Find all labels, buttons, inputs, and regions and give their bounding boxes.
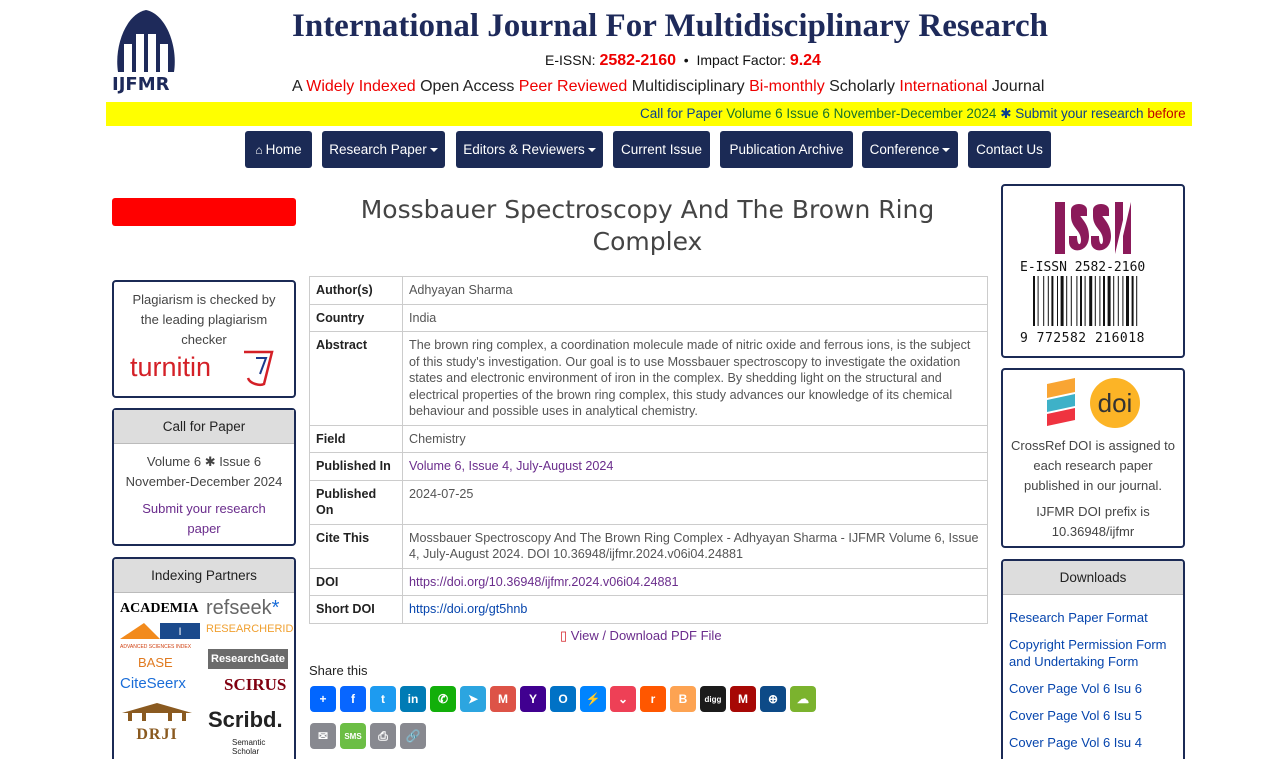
call-period: November-December 2024	[125, 474, 283, 489]
tagline-segment: Widely Indexed	[306, 78, 416, 95]
barcode-bar	[1126, 276, 1129, 326]
turnitin-mark-icon	[234, 348, 282, 388]
barcode-icon	[1033, 276, 1167, 326]
base-logo[interactable]: BASE	[138, 655, 173, 670]
download-pdf-link[interactable]	[560, 628, 722, 644]
email-icon[interactable]: ✉	[310, 723, 336, 749]
metadata-value: Mossbauer Spectroscopy And The Brown Ring Complex - Adhyayan Sharma - IJFMR Volume 6, Issue 4, July-August 2024. DOI 10.36948/ijfmr.2024.v06i04.24881	[403, 524, 988, 568]
mendeley-icon[interactable]: M	[730, 686, 756, 712]
announcement-marquee[interactable]	[106, 102, 1192, 126]
barcode-number: 9 772582 216018	[1020, 331, 1145, 346]
asi-mountain-icon	[120, 621, 202, 639]
print-icon[interactable]: ⎙	[370, 723, 396, 749]
downloads-heading: Downloads	[1003, 561, 1183, 595]
metadata-key: Author(s)	[310, 277, 403, 305]
barcode-bar	[1132, 276, 1134, 326]
barcode-bar	[1108, 276, 1111, 326]
semantic-scholar-logo[interactable]: Semantic Scholar	[232, 738, 266, 756]
barcode-bar	[1103, 276, 1105, 326]
site-title[interactable]: International Journal For Multidisciplinary Research	[292, 8, 1048, 44]
citeseerx-logo[interactable]: CiteSeerx	[120, 675, 186, 692]
separator-dot: •	[683, 52, 689, 68]
turnitin-logo[interactable]: turnitin	[130, 352, 212, 382]
metadata-row	[310, 332, 988, 426]
metadata-key: Published In	[310, 453, 403, 481]
whatsapp-icon[interactable]: ✆	[430, 686, 456, 712]
asi-text: ADVANCED SCIENCES INDEX	[120, 644, 192, 650]
tagline-segment: Open Access	[415, 78, 519, 95]
article-metadata-table	[309, 276, 988, 624]
nav-archive-label: Publication Archive	[729, 142, 844, 157]
call-for-paper-card	[112, 408, 296, 546]
barcode-bar	[1095, 276, 1096, 326]
drji-text: DRJI	[136, 726, 178, 743]
tagline-segment: Peer Reviewed	[518, 78, 628, 95]
download-link[interactable]: Research Paper Format	[1009, 610, 1148, 625]
barcode-bar	[1066, 276, 1067, 326]
blogger-icon[interactable]: B	[670, 686, 696, 712]
nav-current-issue[interactable]	[613, 131, 710, 168]
nav-research-paper-label: Research Paper	[329, 142, 427, 157]
tagline-segment: International	[899, 78, 988, 95]
barcode-bar	[1038, 276, 1039, 326]
download-link[interactable]: Copyright Permission Form and Undertaking Form	[1009, 637, 1167, 669]
nav-conference[interactable]	[862, 131, 958, 168]
drji-logo[interactable]	[122, 703, 192, 743]
barcode-bar	[1043, 276, 1044, 326]
reddit-icon[interactable]: r	[640, 686, 666, 712]
barcode-bar	[1136, 276, 1137, 326]
metadata-value	[403, 568, 988, 596]
home-icon: ⌂	[255, 142, 263, 157]
downloads-list	[1003, 595, 1183, 751]
barcode-bar	[1099, 276, 1100, 326]
nav-publication-archive[interactable]	[720, 131, 853, 168]
eissn-barcode-text: E-ISSN 2582-2160	[1020, 260, 1146, 275]
caret-down-icon	[942, 148, 950, 152]
barcode-bar	[1051, 276, 1053, 326]
facebook-icon[interactable]: f	[340, 686, 366, 712]
scirus-logo[interactable]: SCIRUS	[224, 675, 287, 694]
nav-conference-label: Conference	[869, 142, 940, 157]
download-link[interactable]: Cover Page Vol 6 Isu 5	[1009, 708, 1142, 723]
digg-icon[interactable]: digg	[700, 686, 726, 712]
messenger-icon[interactable]: ⚡	[580, 686, 606, 712]
outlook-icon[interactable]: O	[550, 686, 576, 712]
marquee-call: Call for Paper	[640, 106, 727, 121]
plagiarism-card	[112, 280, 296, 398]
barcode-bar	[1085, 276, 1086, 326]
barcode-bar	[1057, 276, 1058, 326]
metadata-row	[310, 480, 988, 524]
call-for-paper-heading: Call for Paper	[114, 410, 294, 444]
metadata-value: 2024-07-25	[403, 480, 988, 524]
twitter-icon[interactable]: t	[370, 686, 396, 712]
barcode-bar	[1033, 276, 1035, 326]
download-pdf-label: View / Download PDF File	[570, 628, 722, 643]
tagline-segment: Multidisciplinary	[627, 78, 750, 95]
marquee-before: before	[1147, 106, 1186, 121]
nav-editors-label: Editors & Reviewers	[463, 142, 585, 157]
caret-down-icon	[430, 148, 438, 152]
metadata-key: Field	[310, 425, 403, 453]
article-title: Mossbauer Spectroscopy And The Brown Ring Complex	[360, 195, 935, 256]
share-label: Share this	[309, 663, 368, 678]
refseek-logo[interactable]: refseek*	[206, 597, 280, 619]
tagline-segment: Scholarly	[824, 78, 900, 95]
metadata-key: Short DOI	[310, 596, 403, 624]
metadata-value	[403, 596, 988, 624]
refseek-text: refseek	[206, 597, 272, 619]
gmail-icon[interactable]: M	[490, 686, 516, 712]
doi-prefix-text: IJFMR DOI prefix is 10.36948/ijfmr	[1036, 504, 1150, 539]
wechat-icon[interactable]: ☁	[790, 686, 816, 712]
metadata-row	[310, 596, 988, 624]
metadata-value: Chemistry	[403, 425, 988, 453]
tagline-segment: Bi-monthly	[749, 78, 825, 95]
metadata-row	[310, 524, 988, 568]
metadata-value: India	[403, 304, 988, 332]
metadata-row	[310, 425, 988, 453]
barcode-bar	[1080, 276, 1082, 326]
metadata-key: Country	[310, 304, 403, 332]
barcode-bar	[1118, 276, 1119, 326]
downloads-card	[1001, 559, 1185, 759]
metadata-row	[310, 568, 988, 596]
tagline-segment: Journal	[987, 78, 1045, 95]
nav-home-label: Home	[265, 142, 302, 157]
issn-card	[1001, 184, 1185, 358]
drji-building-icon	[122, 703, 192, 721]
svg-text:I: I	[178, 626, 182, 638]
marquee-volume: Volume 6 Issue 6 November-December 2024	[726, 106, 997, 121]
barcode-bar	[1071, 276, 1072, 326]
nav-contact-label: Contact Us	[976, 142, 1043, 157]
scribd-logo[interactable]: Scribd.	[208, 707, 283, 732]
metadata-link[interactable]: https://doi.org/gt5hnb	[409, 602, 528, 616]
logo-text: IJFMR	[112, 74, 170, 95]
metadata-row	[310, 277, 988, 305]
doi-card	[1001, 368, 1185, 548]
metadata-value	[403, 453, 988, 481]
crossref-doi-logo-icon[interactable]	[1045, 376, 1145, 430]
download-link[interactable]: Cover Page Vol 6 Isu 4	[1009, 735, 1142, 750]
issn-logo-icon[interactable]	[1053, 200, 1133, 256]
metadata-key: Abstract	[310, 332, 403, 426]
submit-research-link[interactable]: Submit your research paper	[142, 501, 266, 536]
nav-editors-reviewers[interactable]	[456, 131, 603, 168]
share-buttons-row-1	[310, 686, 816, 712]
barcode-bar	[1061, 276, 1064, 326]
crossref-text: CrossRef DOI is assigned to each research paper published in our journal.	[1011, 438, 1176, 493]
nav-home[interactable]	[245, 131, 312, 168]
plagiarism-text: Plagiarism is checked by the leading plagiarism checker	[132, 292, 276, 347]
barcode-bar	[1048, 276, 1049, 326]
link-icon[interactable]: 🔗	[400, 723, 426, 749]
metadata-link[interactable]: Volume 6, Issue 4, July-August 2024	[409, 459, 614, 473]
call-volume-issue: Volume 6 ✱ Issue 6	[146, 454, 262, 469]
sms-icon[interactable]: SMS	[340, 723, 366, 749]
impact-factor-label: Impact Factor:	[696, 52, 786, 68]
indexing-partners-card	[112, 557, 296, 759]
linkedin-icon[interactable]: in	[400, 686, 426, 712]
academia-logo[interactable]: ACADEMIA	[120, 601, 199, 616]
caret-down-icon	[588, 148, 596, 152]
researchgate-logo[interactable]: ResearchGate	[208, 649, 288, 669]
telegram-icon[interactable]: ➤	[460, 686, 486, 712]
barcode-bar	[1076, 276, 1077, 326]
share-add-icon[interactable]: +	[310, 686, 336, 712]
metadata-value: The brown ring complex, a coordination molecule made of nitric oxide and ferrous ions, is the subject of this study's investigation. Our goal is to use Mossbauer spectroscopy to investigate the oxidation states and electronic environment of iron in the complex. By shedding light on the structural and electrical properties of the brown ring complex, this study advances our knowledge of its chemical behaviour and possible uses in analytical chemistry.	[403, 332, 988, 426]
pocket-icon[interactable]: ⌄	[610, 686, 636, 712]
eissn-label: E-ISSN:	[545, 52, 596, 68]
metadata-key: DOI	[310, 568, 403, 596]
download-link[interactable]: Cover Page Vol 6 Isu 6	[1009, 681, 1142, 696]
metadata-link[interactable]: https://doi.org/10.36948/ijfmr.2024.v06i04.24881	[409, 574, 679, 589]
doi-logo-text: doi	[1097, 388, 1133, 418]
red-banner[interactable]	[112, 198, 296, 226]
nav-current-issue-label: Current Issue	[620, 142, 703, 157]
barcode-bar	[1122, 276, 1123, 326]
metadata-row	[310, 304, 988, 332]
barcode-bar	[1089, 276, 1092, 326]
barcode-bar	[1113, 276, 1114, 326]
copy-link-icon[interactable]: ⊕	[760, 686, 786, 712]
metadata-row	[310, 453, 988, 481]
share-buttons-row-2	[310, 723, 426, 749]
nav-research-paper[interactable]	[322, 131, 445, 168]
metadata-value: Adhyayan Sharma	[403, 277, 988, 305]
indexing-partners-heading: Indexing Partners	[114, 559, 294, 593]
tagline-segment: A	[292, 78, 307, 95]
asi-logo[interactable]	[120, 621, 202, 650]
marquee-submit: ✱ Submit your research	[996, 106, 1148, 121]
impact-factor-value: 9.24	[789, 52, 821, 69]
tagline	[292, 78, 1044, 96]
researcherid-logo[interactable]: RESEARCHERID	[206, 623, 294, 635]
pdf-file-icon: ▯	[560, 628, 568, 643]
metadata-key: Published On	[310, 480, 403, 524]
nav-contact-us[interactable]	[968, 131, 1051, 168]
yahoo-icon[interactable]: Y	[520, 686, 546, 712]
issn-impact-line	[545, 52, 821, 70]
metadata-key: Cite This	[310, 524, 403, 568]
eissn-value: 2582-2160	[599, 52, 676, 69]
